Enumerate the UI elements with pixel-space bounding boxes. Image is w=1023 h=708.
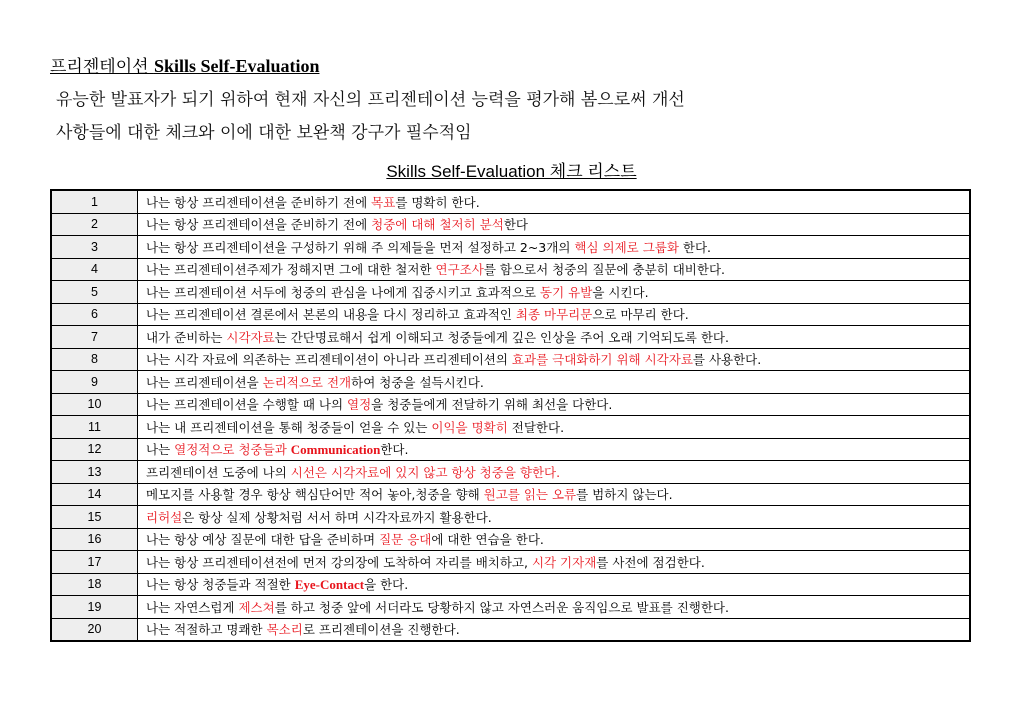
row-statement: [138, 236, 971, 259]
highlight-text: 이익을 명확히: [431, 419, 508, 435]
statement-text: 나는 프리젠테이션을 수행할 때 나의: [146, 397, 347, 413]
statement-text: 나는 항상 프리젠테이션전에 먼저 강의장에 도착하여 자리를 배치하고,: [146, 554, 532, 570]
highlight-text: Eye-Contact: [294, 577, 365, 593]
statement-text: 를 사용한다.: [692, 352, 762, 368]
row-number: 19: [51, 596, 138, 619]
checklist-row: [51, 618, 970, 641]
intro-line-1: 유능한 발표자가 되기 위하여 현재 자신의 프리젠테이션 능력을 평가해 봄으로써 개선: [56, 90, 685, 110]
row-statement: [138, 281, 971, 304]
row-statement: [138, 573, 971, 596]
statement-text: 를 함으로서 청중의 질문에 충분히 대비한다.: [483, 262, 726, 278]
row-statement: [138, 461, 971, 484]
checklist-row: [51, 236, 970, 259]
row-statement: [138, 371, 971, 394]
title-korean: 프리젠테이션: [50, 57, 154, 77]
row-statement: [138, 190, 971, 213]
statement-text: 나는 항상 청중들과 적절한: [146, 577, 295, 593]
statement-text: 를 하고 청중 앞에 서더라도 당황하지 않고 자연스러운 움직임으로 발표를 진행한다.: [274, 599, 729, 615]
highlight-text: 시각 기자재: [531, 554, 597, 570]
highlight-text: Communication: [290, 442, 381, 458]
checklist-row: [51, 258, 970, 281]
highlight-text: 열정적으로 청중들과: [174, 442, 291, 458]
highlight-text: 동기 유발: [540, 284, 593, 300]
row-number: 9: [51, 371, 138, 394]
statement-text: 나는: [146, 442, 175, 458]
checklist-row: [51, 438, 970, 461]
statement-text: 나는 자연스럽게: [146, 599, 239, 615]
intro-line-2: 사항들에 대한 체크와 이에 대한 보완책 강구가 필수적임: [56, 123, 472, 143]
statement-text: 전달한다.: [507, 419, 565, 435]
statement-text: 로 프리젠테이션을 진행한다.: [302, 622, 460, 638]
statement-text: 한다.: [380, 442, 409, 458]
row-number: 12: [51, 438, 138, 461]
checklist-row: [51, 528, 970, 551]
row-statement: [138, 348, 971, 371]
row-statement: [138, 213, 971, 236]
row-number: 4: [51, 258, 138, 281]
checklist-body: [51, 190, 970, 641]
statement-text: 은 항상 실제 상황처럼 서서 하며 시각자료까지 활용한다.: [182, 509, 492, 525]
statement-text: 내가 준비하는: [146, 329, 227, 345]
highlight-text: 리허설: [146, 509, 183, 525]
row-statement: [138, 506, 971, 529]
row-statement: [138, 416, 971, 439]
checklist-row: [51, 416, 970, 439]
checklist-row: [51, 596, 970, 619]
row-number: 20: [51, 618, 138, 641]
statement-text: 나는 프리젠테이션 결론에서 본론의 내용을 다시 정리하고 효과적인: [146, 307, 516, 323]
row-number: 15: [51, 506, 138, 529]
checklist-row: [51, 190, 970, 213]
statement-text: 에 대한 연습을 한다.: [431, 532, 544, 548]
checklist-row: [51, 281, 970, 304]
statement-text: 으로 마무리 한다.: [592, 307, 689, 323]
row-number: 3: [51, 236, 138, 259]
row-statement: [138, 393, 971, 416]
row-number: 2: [51, 213, 138, 236]
statement-text: 하여 청중을 설득시킨다.: [351, 374, 484, 390]
highlight-text: 최종 마무리문: [515, 307, 593, 323]
highlight-text: 질문 응대: [379, 532, 432, 548]
row-statement: [138, 258, 971, 281]
statement-text: 나는 프리젠테이션 서두에 청중의 관심을 나에게 집중시키고 효과적으로: [146, 284, 541, 300]
highlight-text: 시선은 시각자료에 있지 않고 항상 청중을 향한다.: [290, 464, 561, 480]
row-statement: [138, 551, 971, 574]
row-statement: [138, 303, 971, 326]
checklist-row: [51, 573, 970, 596]
row-number: 7: [51, 326, 138, 349]
highlight-text: 제스쳐: [238, 599, 275, 615]
statement-text: 나는 항상 프리젠테이션을 준비하기 전에: [146, 217, 372, 233]
row-number: 1: [51, 190, 138, 213]
row-statement: [138, 438, 971, 461]
checklist-row: [51, 483, 970, 506]
statement-text: 한다.: [678, 239, 712, 255]
checklist-row: [51, 551, 970, 574]
title-english: Skills Self-Evaluation: [153, 56, 320, 76]
statement-text: 나는 프리젠테이션주제가 정해지면 그에 대한 철저한: [146, 262, 436, 278]
highlight-text: 연구조사: [435, 262, 484, 278]
statement-text: 프리젠테이션 도중에 나의: [146, 464, 291, 480]
statement-text: 나는 항상 예상 질문에 대한 답을 준비하며: [146, 532, 380, 548]
row-statement: [138, 483, 971, 506]
checklist-title: Skills Self-Evaluation 체크 리스트: [386, 162, 637, 181]
statement-text: 을 청중들에게 전달하기 위해 최선을 다한다.: [371, 397, 613, 413]
statement-text: 나는 프리젠테이션을: [146, 374, 263, 390]
checklist-row: [51, 393, 970, 416]
checklist-row: [51, 371, 970, 394]
document-title: [50, 52, 319, 77]
statement-text: 한다: [503, 217, 528, 233]
statement-text: 나는 항상 프리젠테이션을 구성하기 위해 주 의제들을 먼저 설정하고 2~3개의: [146, 239, 575, 255]
checklist-row: [51, 461, 970, 484]
checklist-row: [51, 506, 970, 529]
statement-text: 나는 시각 자료에 의존하는 프리젠테이션이 아니라 프리젠테이션의: [146, 352, 512, 368]
row-number: 6: [51, 303, 138, 326]
row-statement: [138, 618, 971, 641]
row-number: 8: [51, 348, 138, 371]
highlight-text: 논리적으로 전개: [262, 374, 352, 390]
highlight-text: 핵심 의제로 그룹화: [574, 239, 679, 255]
row-statement: [138, 528, 971, 551]
highlight-text: 목소리: [266, 622, 303, 638]
highlight-text: 청중에 대해 철저히 분석: [371, 217, 504, 233]
row-number: 14: [51, 483, 138, 506]
row-number: 17: [51, 551, 138, 574]
statement-text: 메모지를 사용할 경우 항상 핵심단어만 적어 놓아,청중을 향해: [146, 487, 484, 503]
statement-text: 을 한다.: [364, 577, 409, 593]
row-statement: [138, 326, 971, 349]
highlight-text: 시각자료: [226, 329, 275, 345]
checklist-row: [51, 326, 970, 349]
checklist-table: [50, 189, 971, 642]
row-number: 18: [51, 573, 138, 596]
checklist-row: [51, 348, 970, 371]
statement-text: 을 시킨다.: [592, 284, 649, 300]
row-number: 5: [51, 281, 138, 304]
statement-text: 나는 내 프리젠테이션을 통해 청중들이 얻을 수 있는: [146, 419, 432, 435]
row-number: 13: [51, 461, 138, 484]
highlight-text: 효과를 극대화하기 위해 시각자료: [511, 352, 693, 368]
highlight-text: 열정: [347, 397, 372, 413]
statement-text: 를 범하지 않는다.: [576, 487, 673, 503]
row-number: 10: [51, 393, 138, 416]
highlight-text: 원고를 읽는 오류: [483, 487, 577, 503]
statement-text: 를 사전에 점검한다.: [596, 554, 705, 570]
statement-text: 를 명확히 한다.: [395, 194, 480, 210]
statement-text: 나는 항상 프리젠테이션을 준비하기 전에: [146, 194, 372, 210]
checklist-row: [51, 303, 970, 326]
row-number: 16: [51, 528, 138, 551]
statement-text: 는 간단명료해서 쉽게 이해되고 청중들에게 깊은 인상을 주어 오래 기억되도록 한다.: [274, 329, 729, 345]
highlight-text: 목표: [371, 194, 396, 210]
row-number: 11: [51, 416, 138, 439]
statement-text: 나는 적절하고 명쾌한: [146, 622, 267, 638]
checklist-row: [51, 213, 970, 236]
row-statement: [138, 596, 971, 619]
